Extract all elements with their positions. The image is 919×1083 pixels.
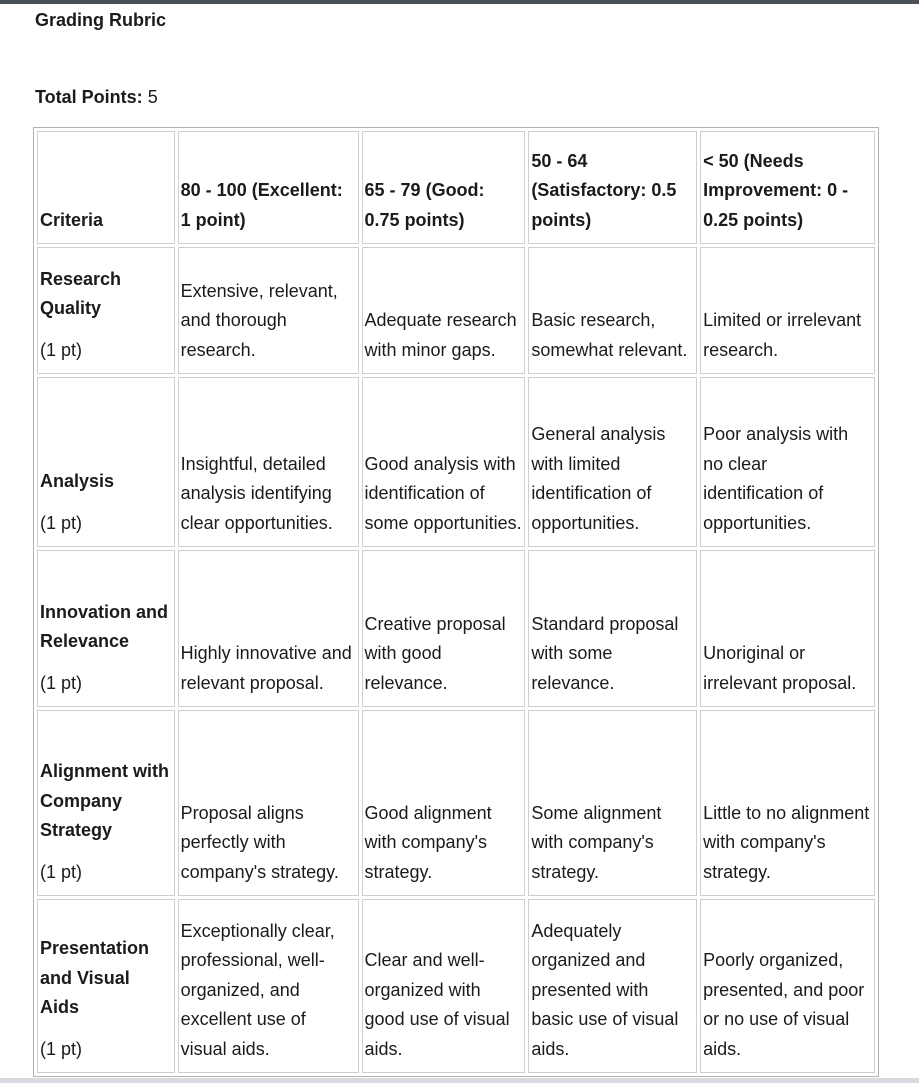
rating-cell-excellent: Highly innovative and relevant proposal. bbox=[178, 550, 359, 707]
rating-cell-needs-improvement: Limited or irrelevant research. bbox=[700, 247, 875, 374]
rating-cell-good: Creative proposal with good relevance. bbox=[362, 550, 526, 707]
window-top-border bbox=[0, 0, 919, 4]
rating-cell-satisfactory: Adequately organized and presented with basic use of visual aids. bbox=[528, 899, 697, 1073]
rating-cell-excellent: Proposal aligns perfectly with company's strategy. bbox=[178, 710, 359, 896]
page-title: Grading Rubric bbox=[35, 10, 167, 30]
rating-cell-excellent: Extensive, relevant, and thorough research. bbox=[178, 247, 359, 374]
rubric-table bbox=[33, 127, 879, 1077]
table-row bbox=[37, 377, 875, 547]
table-row bbox=[37, 550, 875, 707]
header-satisfactory: 50 - 64 (Satisfactory: 0.5 points) bbox=[528, 131, 697, 244]
criterion-points: (1 pt) bbox=[40, 861, 83, 882]
header-excellent: 80 - 100 (Excellent: 1 point) bbox=[178, 131, 359, 244]
rating-cell-good: Clear and well-organized with good use of visual aids. bbox=[362, 899, 526, 1073]
rating-cell-needs-improvement: Unoriginal or irrelevant proposal. bbox=[700, 550, 875, 707]
criterion-cell bbox=[37, 550, 175, 707]
criterion-name: Innovation and Relevance bbox=[40, 601, 168, 651]
criterion-cell bbox=[37, 710, 175, 896]
criterion-name: Analysis bbox=[40, 471, 115, 491]
rating-cell-needs-improvement: Poor analysis with no clear identification of opportunities. bbox=[700, 377, 875, 547]
rubric-header-row bbox=[37, 131, 875, 244]
total-points bbox=[35, 87, 158, 108]
window-bottom-border bbox=[0, 1078, 919, 1083]
criterion-name: Research Quality bbox=[40, 268, 122, 318]
criterion-cell bbox=[37, 899, 175, 1073]
table-row bbox=[37, 247, 875, 374]
criterion-points: (1 pt) bbox=[40, 339, 83, 360]
rating-cell-satisfactory: Some alignment with company's strategy. bbox=[528, 710, 697, 896]
criterion-name: Presentation and Visual Aids bbox=[40, 938, 150, 1017]
header-criteria: Criteria bbox=[37, 131, 175, 244]
criterion-points: (1 pt) bbox=[40, 512, 83, 533]
criterion-cell bbox=[37, 377, 175, 547]
rating-cell-excellent: Exceptionally clear, professional, well-organized, and excellent use of visual aids. bbox=[178, 899, 359, 1073]
table-row bbox=[37, 710, 875, 896]
table-row bbox=[37, 899, 875, 1073]
total-points-value: 5 bbox=[147, 87, 158, 107]
rating-cell-good: Good analysis with identification of some opportunities. bbox=[362, 377, 526, 547]
header-good: 65 - 79 (Good: 0.75 points) bbox=[362, 131, 526, 244]
rating-cell-excellent: Insightful, detailed analysis identifying clear opportunities. bbox=[178, 377, 359, 547]
criterion-cell bbox=[37, 247, 175, 374]
rating-cell-good: Adequate research with minor gaps. bbox=[362, 247, 526, 374]
rating-cell-satisfactory: General analysis with limited identification of opportunities. bbox=[528, 377, 697, 547]
header-needs-improvement: < 50 (Needs Improvement: 0 - 0.25 points) bbox=[700, 131, 875, 244]
criterion-points: (1 pt) bbox=[40, 1038, 83, 1059]
criterion-points: (1 pt) bbox=[40, 672, 83, 693]
total-points-label: Total Points: bbox=[35, 87, 143, 107]
rating-cell-satisfactory: Basic research, somewhat relevant. bbox=[528, 247, 697, 374]
rating-cell-needs-improvement: Poorly organized, presented, and poor or no use of visual aids. bbox=[700, 899, 875, 1073]
rating-cell-satisfactory: Standard proposal with some relevance. bbox=[528, 550, 697, 707]
rating-cell-good: Good alignment with company's strategy. bbox=[362, 710, 526, 896]
rating-cell-needs-improvement: Little to no alignment with company's strategy. bbox=[700, 710, 875, 896]
criterion-name: Alignment with Company Strategy bbox=[40, 761, 169, 840]
